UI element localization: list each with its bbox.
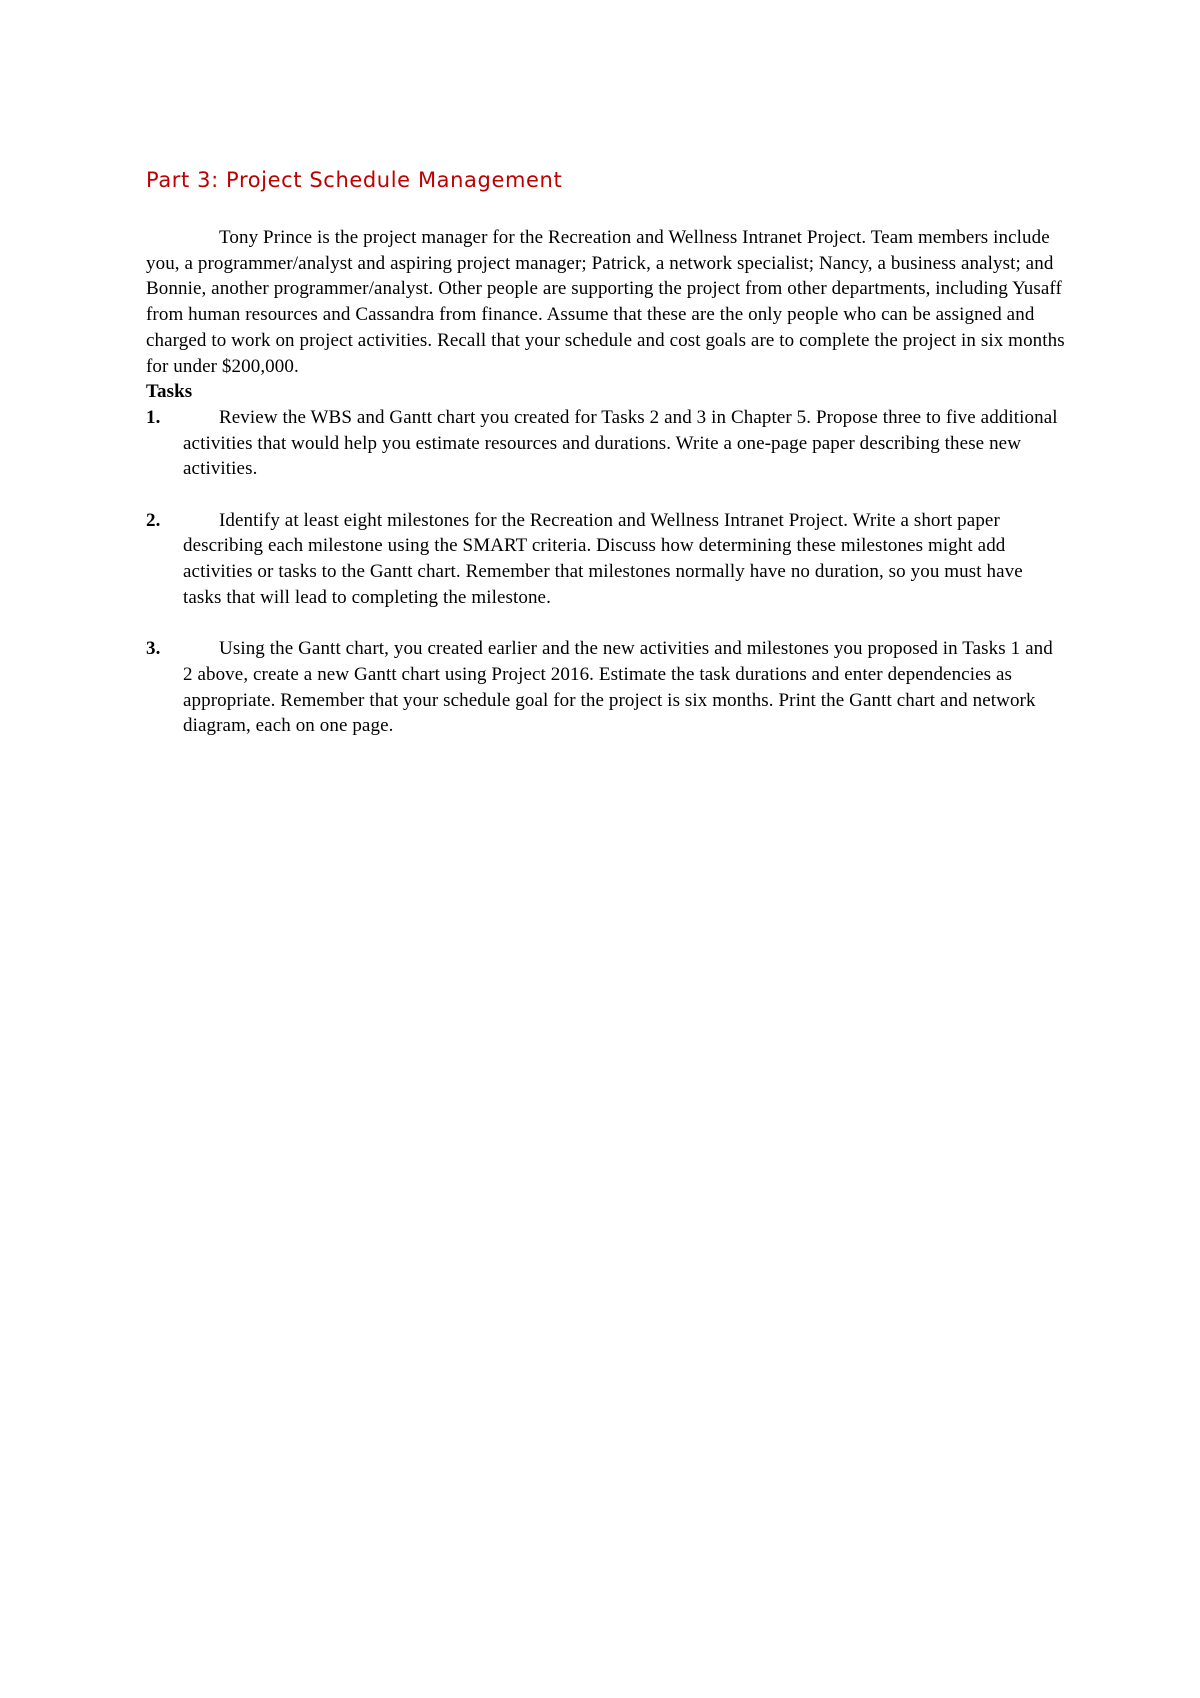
intro-paragraph: Tony Prince is the project manager for the Recreation and Wellness Intranet Project. Team members include you, a programmer/analyst and aspiring project manager; Patrick, a network specialist; Nancy, a business analyst; and Bonnie, another programmer/analyst. Other people are supporting the project from other departments, including Yusaff from human resources and Cassandra from finance. Assume that these are the only people who can be assigned and charged to work on project activities. Recall that your schedule and cost goals are to complete the project in six months for under $200,000. — [146, 227, 1065, 377]
section-heading: Part 3: Project Schedule Management — [146, 168, 563, 192]
task-number: 3. — [146, 638, 161, 660]
tasks-label: Tasks — [146, 381, 193, 403]
task-item-2 — [146, 508, 1066, 611]
task-text: Using the Gantt chart, you created earlier and the new activities and milestones you proposed in Tasks 1 and 2 above, create a new Gantt chart using Project 2016. Estimate the task durations and enter dependencies as appropriate. Remember that your schedule goal for the project is six months. Print the Gantt chart and network diagram, each on one page. — [183, 638, 1053, 737]
task-text: Review the WBS and Gantt chart you created for Tasks 2 and 3 in Chapter 5. Propose three to five additional activities that would help you estimate resources and durations. Write a one-page paper describing these new activities. — [183, 406, 1058, 480]
task-text: Identify at least eight milestones for the Recreation and Wellness Intranet Project. Write a short paper describing each milestone using the SMART criteria. Discuss how determining these milestones might add activities or tasks to the Gantt chart. Remember that milestones normally have no duration, so you must have tasks that will lead to completing the milestone. — [183, 509, 1023, 608]
task-list — [146, 405, 1066, 739]
task-item-1 — [146, 405, 1066, 482]
document-content — [146, 166, 1066, 765]
task-item-3 — [146, 636, 1066, 739]
task-number: 2. — [146, 509, 161, 531]
task-number: 1. — [146, 406, 161, 428]
